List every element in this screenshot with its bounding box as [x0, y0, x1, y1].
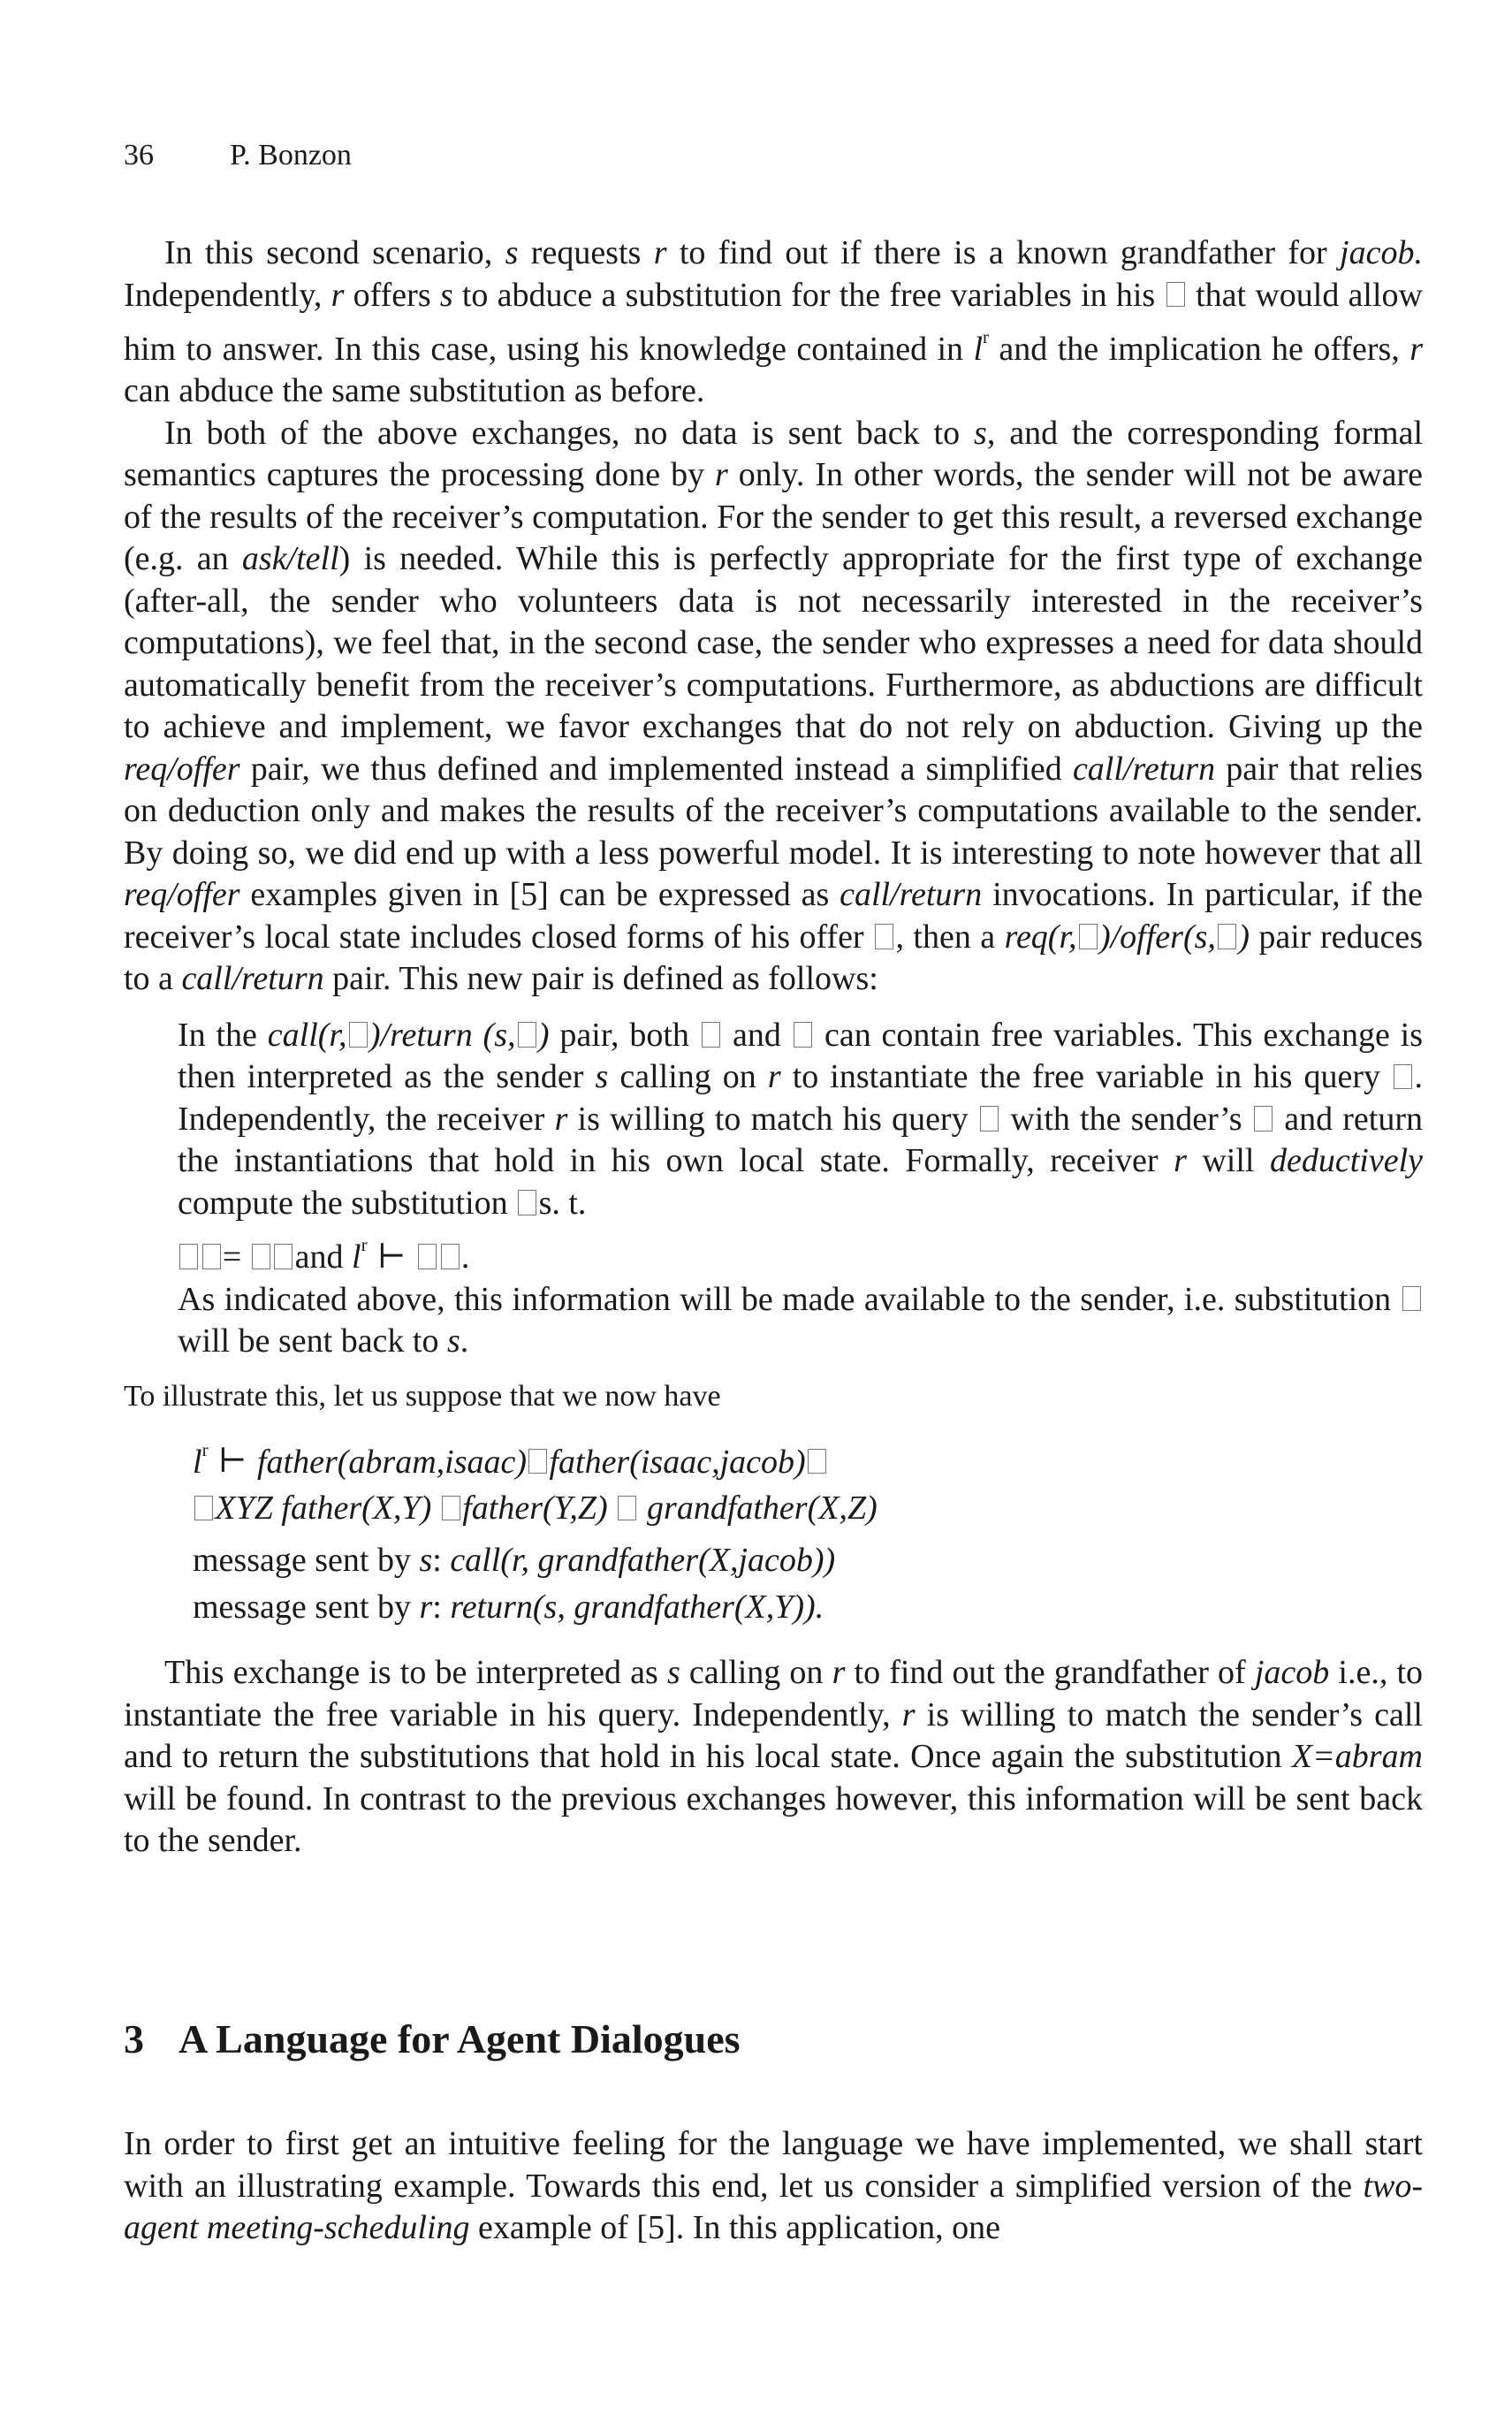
paragraph-intro: In order to first get an intuitive feeling for the language we have implemented, we shall start with an illustrating example. Towards this end, let us consider a simplified version of the two-agent meeting-scheduling example of [5]. In this application, one [124, 2125, 1423, 2246]
formal-condition: = and $l^r$ ⊢ . [178, 1224, 1423, 1278]
section-number: 3 [124, 2016, 144, 2061]
missing-glyph-icon [1218, 924, 1236, 949]
paragraph-interpretation: This exchange is to be interpreted as s calling on r to find out the grandfather of jacob i.e., to instantiate the free variable in his query. Independently, r is willing to match the sender’s call and to return the substitutions that hold in his local state. Once again the substitution X=abram will be found. In contrast to the previous exchanges however, this information will be sent back to the sender. [124, 1654, 1424, 1860]
missing-glyph-icon [980, 1106, 999, 1131]
missing-glyph-icon [518, 1022, 536, 1048]
illustration-intro: To illustrate this, let us suppose that we now have [124, 1379, 721, 1413]
messages [193, 1537, 1423, 1631]
missing-glyph-icon [794, 1022, 812, 1048]
section-heading [124, 2015, 741, 2064]
formula-line-2: XYZ father(X,Y) father(Y,Z) grandfather(X,Z) [193, 1485, 1423, 1532]
page-number: 36 [124, 139, 154, 171]
turnstile-icon: ⊢ [217, 1443, 247, 1481]
paragraph-exchanges: In both of the above exchanges, no data is sent back to s, and the corresponding formal semantics captures the processing done by r only. In other words, the sender will not be aware of the results of the receiver’s computation. For the sender to get this result, a reversed exchange (e.g. an ask/tell) is needed. While this is perfectly appropriate for the first type of exchange (after-all, the sender who volunteers data is not necessarily interested in the receiver’s computations), we feel that, in the second case, the sender who expresses a need for data should automatically benefit from the receiver’s computations. Furthermore, as abductions are difficult to achieve and implement, we favor exchanges that do not rely on abduction. Giving up the req/offer pair, we thus defined and implemented instead a simplified call/return pair that relies on deduction only and makes the results of the receiver’s computations available to the sender. By doing so, we did end up with a less powerful model. It is interesting to note however that all req/offer examples given in [5] can be expressed as call/return invocations. In particular, if the receiver’s local state includes closed forms of his offer , then a req(r, )/offer(s, ) pair reduces to a call/return pair. This new pair is defined as follows: [124, 414, 1424, 998]
definition-block: In the call(r, )/return (s, ) pair, both and can contain free variables. This exchange is then interpreted as the sender s calling on r to instantiate the free variable in his query . Independently, the receiver r is willing to match his query with the sender’s and return the instantiations that hold in his own local state. Formally, receiver r will deductively compute the substitution s. t. = and $l^r$ ⊢ . As indicated above, this information will be made available to the sender, i.e. substitution will be sent back to s. [178, 1015, 1423, 1363]
missing-glyph-icon [1402, 1286, 1421, 1312]
missing-glyph-icon [1394, 1064, 1412, 1090]
missing-glyph-icon [875, 924, 893, 949]
missing-glyph-icon [518, 1190, 536, 1215]
missing-glyph-icon [1079, 924, 1098, 949]
running-author: P. Bonzon [230, 139, 352, 171]
definition-conclusion: As indicated above, this information will be made available to the sender, i.e. substitution will be sent back to s. [178, 1279, 1423, 1363]
main-text [124, 232, 1423, 1863]
message-from-s: message sent by s: call(r, grandfather(X,jacob)) [193, 1542, 836, 1580]
missing-glyph-icon [1166, 282, 1185, 308]
formula-line-1: $l^r$ ⊢ father(abram,isaac) father(isaac,jacob) [193, 1427, 1423, 1486]
missing-glyph-icon [702, 1022, 720, 1048]
missing-glyph-icon [1254, 1106, 1273, 1131]
message-from-r: message sent by r: return(s, grandfather(X,Y)). [193, 1589, 824, 1627]
turnstile-icon: ⊢ [376, 1238, 406, 1276]
paragraph-scenario: In this second scenario, s requests r to find out if there is a known grandfather for jacob. Independently, r offers s to abduce a substitution for the free variables in his that would allow him to answer. In this case, using his knowledge contained in $l^r$ and the implication he offers, r can abduce the same substitution as before. [124, 234, 1423, 410]
knowledge-formula [193, 1427, 1423, 1533]
section-body [124, 2123, 1423, 2250]
running-header [124, 137, 352, 174]
missing-glyph-icon [349, 1022, 368, 1048]
section-title: A Language for Agent Dialogues [179, 2016, 741, 2061]
